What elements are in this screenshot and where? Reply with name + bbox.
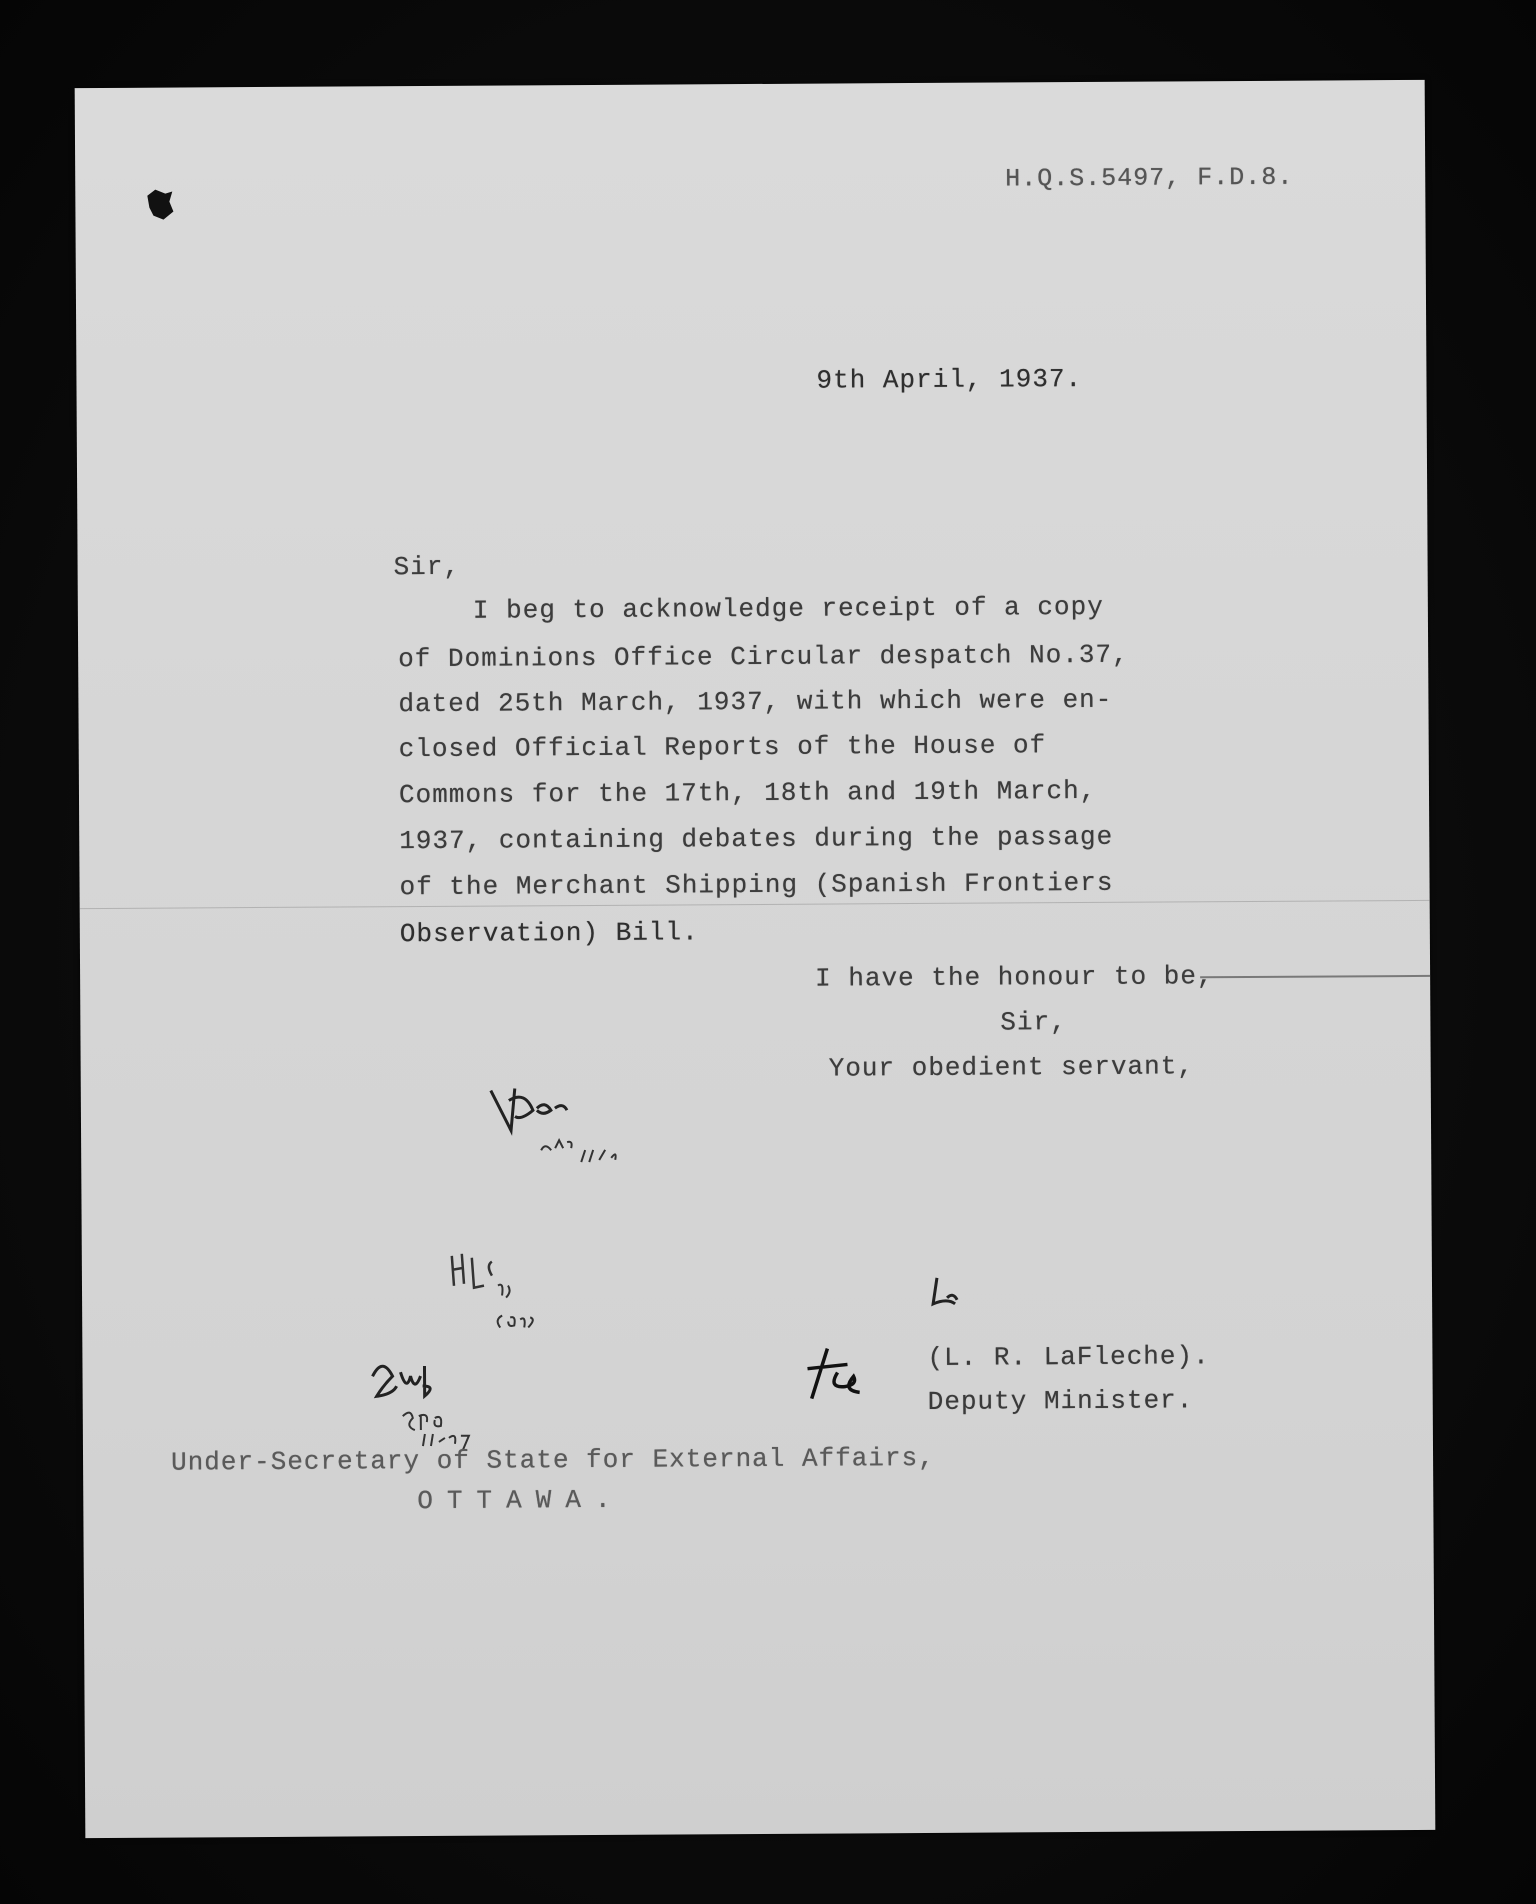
body-line: 1937, containing debates during the passage: [399, 821, 1114, 857]
complimentary-close-servant: Your obedient servant,: [828, 1051, 1195, 1084]
complimentary-close: I have the honour to be,: [815, 961, 1214, 994]
body-line: dated 25th March, 1937, with which were en-: [398, 684, 1113, 720]
body-line: I beg to acknowledge receipt of a copy: [472, 591, 1104, 626]
body-line: of the Merchant Shipping (Spanish Frontiers: [399, 867, 1114, 903]
body-line: Observation) Bill.: [399, 917, 699, 950]
handwritten-initials-annotation: [481, 1070, 662, 1181]
letter-date: 9th April, 1937.: [816, 363, 1083, 396]
body-line: closed Official Reports of the House of: [398, 730, 1047, 765]
signatory-name: (L. R. LaFleche).: [927, 1341, 1210, 1373]
addressee-city: OTTAWA.: [417, 1484, 625, 1517]
letter-sheet: [75, 80, 1436, 1838]
fold-line: [80, 900, 1430, 909]
body-line: Commons for the 17th, 18th and 19th March,: [398, 775, 1097, 811]
addressee: Under-Secretary of State for External Affairs,: [170, 1442, 935, 1478]
file-reference: H.Q.S.5497, F.D.8.: [1005, 162, 1294, 194]
body-line: of Dominions Office Circular despatch No.37,: [398, 639, 1129, 675]
punch-hole-mark: [145, 188, 175, 222]
complimentary-close-sir: Sir,: [1000, 1007, 1067, 1038]
salutation: Sir,: [393, 551, 461, 583]
signatory-title: Deputy Minister.: [927, 1385, 1194, 1417]
handwritten-routing-annotation: [442, 1235, 573, 1336]
edge-crease: [1200, 975, 1430, 978]
